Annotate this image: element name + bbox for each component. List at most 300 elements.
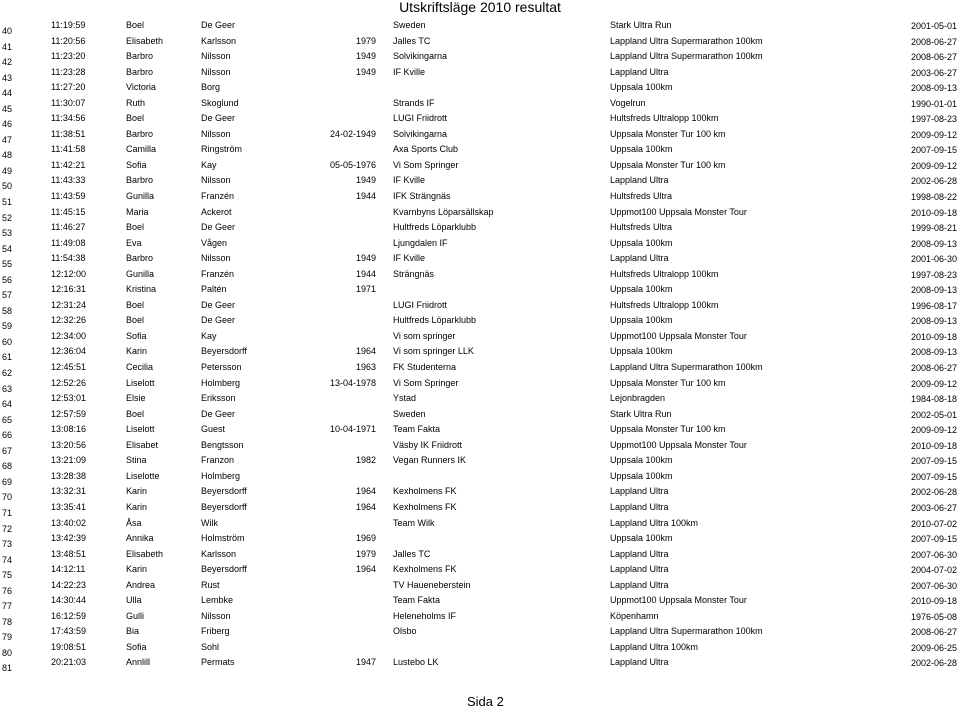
race-name: Hultsfreds Ultralopp 100km bbox=[610, 268, 719, 279]
last-name: Petersson bbox=[201, 362, 242, 373]
club-name: LUGI Friidrott bbox=[393, 113, 448, 124]
club-name: Hultfreds Löparklubb bbox=[393, 315, 477, 326]
finish-time: 13:20:56 bbox=[51, 439, 87, 450]
first-name: Andrea bbox=[126, 579, 156, 590]
result-row bbox=[0, 518, 960, 534]
placement-number: 50 bbox=[2, 181, 13, 192]
birth-year: 1949 bbox=[355, 253, 376, 264]
race-name: Lappland Ultra bbox=[610, 253, 669, 264]
finish-time: 14:30:44 bbox=[51, 595, 87, 606]
first-name: Karin bbox=[126, 564, 148, 575]
race-date: 2002-06-28 bbox=[910, 658, 957, 669]
first-name: Boel bbox=[126, 222, 145, 233]
birth-year: 1949 bbox=[355, 51, 376, 62]
placement-number: 80 bbox=[2, 647, 13, 658]
result-row bbox=[0, 580, 960, 596]
placement-number: 58 bbox=[2, 305, 13, 316]
last-name: Lembke bbox=[201, 595, 234, 606]
placement-number: 65 bbox=[2, 414, 13, 425]
last-name: Beyersdorff bbox=[201, 564, 247, 575]
result-row bbox=[0, 362, 960, 378]
race-date: 1996-08-17 bbox=[910, 300, 957, 311]
finish-time: 13:32:31 bbox=[51, 486, 87, 497]
first-name: Barbro bbox=[126, 66, 154, 77]
race-date: 2008-06-27 bbox=[910, 363, 957, 374]
race-date: 2009-09-12 bbox=[910, 425, 957, 436]
first-name: Camilla bbox=[126, 144, 157, 155]
race-date: 2002-06-28 bbox=[910, 487, 957, 498]
first-name: Annlill bbox=[126, 657, 151, 668]
finish-time: 12:32:26 bbox=[51, 315, 87, 326]
club-name: IFK Strängnäs bbox=[393, 191, 451, 202]
race-date: 2010-07-02 bbox=[910, 518, 957, 529]
race-name: Lappland Ultra bbox=[610, 657, 669, 668]
race-name: Hultsfreds Ultra bbox=[610, 191, 673, 202]
result-row bbox=[0, 113, 960, 129]
race-name: Lappland Ultra Supermarathon 100km bbox=[610, 362, 763, 373]
placement-number: 61 bbox=[2, 352, 13, 363]
birth-year: 13-04-1978 bbox=[329, 377, 376, 388]
race-date: 2008-09-13 bbox=[910, 347, 957, 358]
first-name: Boel bbox=[126, 299, 145, 310]
placement-number: 42 bbox=[2, 57, 13, 68]
race-date: 2008-06-27 bbox=[910, 52, 957, 63]
finish-time: 14:12:11 bbox=[51, 564, 86, 575]
last-name: Holmberg bbox=[201, 470, 241, 481]
last-name: Nilsson bbox=[201, 610, 231, 621]
race-name: Lappland Ultra 100km bbox=[610, 641, 699, 652]
last-name: Karlsson bbox=[201, 548, 237, 559]
placement-number: 64 bbox=[2, 399, 13, 410]
last-name: De Geer bbox=[201, 315, 236, 326]
placement-number: 76 bbox=[2, 585, 13, 596]
result-row bbox=[0, 471, 960, 487]
finish-time: 11:46:27 bbox=[51, 222, 86, 233]
finish-time: 12:36:04 bbox=[51, 346, 87, 357]
placement-number: 52 bbox=[2, 212, 13, 223]
result-row bbox=[0, 642, 960, 658]
finish-time: 12:34:00 bbox=[51, 330, 87, 341]
club-name: Jalles TC bbox=[393, 548, 431, 559]
placement-number: 48 bbox=[2, 150, 13, 161]
first-name: Boel bbox=[126, 113, 145, 124]
placement-number: 66 bbox=[2, 430, 13, 441]
finish-time: 12:52:26 bbox=[51, 377, 87, 388]
race-name: Stark Ultra Run bbox=[610, 20, 672, 30]
first-name: Victoria bbox=[126, 82, 156, 93]
race-date: 1998-08-22 bbox=[910, 192, 957, 203]
first-name: Eva bbox=[126, 237, 142, 248]
race-name: Uppsala 100km bbox=[610, 237, 673, 248]
club-name: Jalles TC bbox=[393, 35, 431, 46]
result-row bbox=[0, 144, 960, 160]
race-date: 2010-09-18 bbox=[910, 596, 957, 607]
race-name: Uppsala 100km bbox=[610, 315, 673, 326]
placement-number: 74 bbox=[2, 554, 13, 565]
first-name: Boel bbox=[126, 315, 145, 326]
result-row bbox=[0, 160, 960, 176]
race-name: Köpenhamn bbox=[610, 610, 659, 621]
first-name: Karin bbox=[126, 486, 148, 497]
last-name: Karlsson bbox=[201, 35, 237, 46]
first-name: Bia bbox=[126, 626, 140, 637]
last-name: Permats bbox=[201, 657, 235, 668]
race-name: Uppmot100 Uppsala Monster Tour bbox=[610, 330, 747, 341]
race-name: Uppsala 100km bbox=[610, 346, 673, 357]
club-name: Team Fakta bbox=[393, 424, 441, 435]
club-name: Kexholmens FK bbox=[393, 486, 457, 497]
club-name: Kexholmens FK bbox=[393, 564, 457, 575]
birth-year: 1982 bbox=[355, 455, 376, 466]
placement-number: 41 bbox=[2, 41, 13, 52]
race-name: Lappland Ultra Supermarathon 100km bbox=[610, 51, 763, 62]
birth-year: 05-05-1976 bbox=[329, 159, 376, 170]
finish-time: 14:22:23 bbox=[51, 579, 87, 590]
club-name: Vi Som Springer bbox=[393, 159, 459, 170]
race-name: Lappland Ultra bbox=[610, 501, 669, 512]
club-name: IF Kville bbox=[393, 253, 426, 264]
finish-time: 17:43:59 bbox=[51, 626, 87, 637]
result-row bbox=[0, 486, 960, 502]
result-row bbox=[0, 51, 960, 67]
result-row bbox=[0, 20, 960, 36]
race-date: 2009-06-25 bbox=[910, 642, 957, 653]
first-name: Kristina bbox=[126, 284, 157, 295]
club-name: Kvarnbyns Löparsällskap bbox=[393, 206, 494, 217]
race-date: 2007-09-15 bbox=[910, 145, 957, 156]
finish-time: 11:49:08 bbox=[51, 237, 86, 248]
first-name: Sofia bbox=[126, 641, 147, 652]
finish-time: 11:45:15 bbox=[51, 206, 86, 217]
race-date: 2009-09-12 bbox=[910, 160, 957, 171]
last-name: Franzon bbox=[201, 455, 235, 466]
finish-time: 12:31:24 bbox=[51, 299, 87, 310]
first-name: Ulla bbox=[126, 595, 142, 606]
club-name: Axa Sports Club bbox=[393, 144, 459, 155]
first-name: Gulli bbox=[126, 610, 145, 621]
last-name: Paltén bbox=[201, 284, 227, 295]
race-name: Uppmot100 Uppsala Monster Tour bbox=[610, 595, 747, 606]
race-date: 2010-09-18 bbox=[910, 207, 957, 218]
club-name: Strängnäs bbox=[393, 268, 435, 279]
last-name: Kay bbox=[201, 159, 217, 170]
club-name: FK Studenterna bbox=[393, 362, 457, 373]
birth-year: 24-02-1949 bbox=[329, 128, 376, 139]
first-name: Cecilia bbox=[126, 362, 154, 373]
result-row bbox=[0, 284, 960, 300]
placement-number: 49 bbox=[2, 165, 13, 176]
race-name: Lappland Ultra Supermarathon 100km bbox=[610, 626, 763, 637]
race-date: 1997-08-23 bbox=[910, 114, 957, 125]
race-name: Lappland Ultra bbox=[610, 175, 669, 186]
result-row bbox=[0, 222, 960, 238]
birth-year: 1971 bbox=[355, 284, 376, 295]
finish-time: 11:20:56 bbox=[51, 35, 86, 46]
first-name: Ruth bbox=[126, 97, 146, 108]
result-row bbox=[0, 129, 960, 145]
club-name: Solvikingarna bbox=[393, 51, 448, 62]
placement-number: 68 bbox=[2, 461, 13, 472]
club-name: Väsby IK Friidrott bbox=[393, 439, 463, 450]
last-name: Franzén bbox=[201, 268, 235, 279]
race-name: Lejonbragden bbox=[610, 393, 666, 404]
club-name: IF Kville bbox=[393, 66, 426, 77]
result-row bbox=[0, 424, 960, 440]
first-name: Barbro bbox=[126, 175, 154, 186]
birth-year: 1963 bbox=[355, 362, 376, 373]
race-name: Uppsala 100km bbox=[610, 144, 673, 155]
club-name: Hultfreds Löparklubb bbox=[393, 222, 477, 233]
finish-time: 13:21:09 bbox=[51, 455, 87, 466]
race-name: Hultsfreds Ultra bbox=[610, 222, 673, 233]
finish-time: 11:23:28 bbox=[51, 66, 86, 77]
race-date: 2010-09-18 bbox=[910, 331, 957, 342]
race-date: 2009-09-12 bbox=[910, 129, 957, 140]
club-name: Vi Som Springer bbox=[393, 377, 459, 388]
club-name: Vi som springer LLK bbox=[393, 346, 474, 357]
club-name: Solvikingarna bbox=[393, 128, 448, 139]
race-date: 1984-08-18 bbox=[910, 394, 957, 405]
birth-year: 1964 bbox=[355, 501, 376, 512]
race-date: 1990-01-01 bbox=[910, 98, 957, 109]
result-row bbox=[0, 98, 960, 114]
birth-year: 1949 bbox=[355, 66, 376, 77]
race-date: 2004-07-02 bbox=[910, 565, 957, 576]
race-name: Uppsala 100km bbox=[610, 284, 673, 295]
finish-time: 13:42:39 bbox=[51, 533, 87, 544]
birth-year: 10-04-1971 bbox=[329, 424, 376, 435]
last-name: Sohl bbox=[201, 641, 220, 652]
placement-number: 59 bbox=[2, 321, 13, 332]
first-name: Elsie bbox=[126, 393, 146, 404]
placement-number: 75 bbox=[2, 570, 13, 581]
birth-year: 1979 bbox=[355, 35, 376, 46]
race-name: Uppmot100 Uppsala Monster Tour bbox=[610, 206, 747, 217]
last-name: De Geer bbox=[201, 20, 236, 30]
finish-time: 11:23:20 bbox=[51, 51, 86, 62]
finish-time: 11:42:21 bbox=[51, 159, 86, 170]
finish-time: 11:38:51 bbox=[51, 128, 86, 139]
first-name: Elisabet bbox=[126, 439, 159, 450]
first-name: Barbro bbox=[126, 51, 154, 62]
result-row bbox=[0, 82, 960, 98]
result-row bbox=[0, 67, 960, 83]
first-name: Liselott bbox=[126, 424, 155, 435]
last-name: De Geer bbox=[201, 408, 236, 419]
birth-year: 1964 bbox=[355, 486, 376, 497]
placement-number: 73 bbox=[2, 539, 13, 550]
first-name: Liselotte bbox=[126, 470, 160, 481]
last-name: Bengtsson bbox=[201, 439, 244, 450]
placement-number: 47 bbox=[2, 134, 13, 145]
finish-time: 11:19:59 bbox=[51, 20, 86, 30]
finish-time: 11:54:38 bbox=[51, 253, 86, 264]
race-name: Uppsala Monster Tur 100 km bbox=[610, 377, 726, 388]
club-name: Sweden bbox=[393, 20, 426, 30]
first-name: Karin bbox=[126, 501, 148, 512]
last-name: Beyersdorff bbox=[201, 346, 247, 357]
finish-time: 19:08:51 bbox=[51, 641, 87, 652]
race-name: Lappland Ultra bbox=[610, 66, 669, 77]
finish-time: 12:45:51 bbox=[51, 362, 87, 373]
finish-time: 12:16:31 bbox=[51, 284, 87, 295]
race-date: 2008-06-27 bbox=[910, 36, 957, 47]
last-name: Franzén bbox=[201, 191, 235, 202]
club-name: Sweden bbox=[393, 408, 426, 419]
finish-time: 11:30:07 bbox=[51, 97, 86, 108]
race-date: 1999-08-21 bbox=[910, 223, 957, 234]
finish-time: 16:12:59 bbox=[51, 610, 87, 621]
club-name: Lustebo LK bbox=[393, 657, 439, 668]
first-name: Annika bbox=[126, 533, 154, 544]
last-name: Nilsson bbox=[201, 66, 231, 77]
result-row bbox=[0, 207, 960, 223]
first-name: Elisabeth bbox=[126, 548, 164, 559]
placement-number: 55 bbox=[2, 259, 13, 270]
race-name: Lappland Ultra bbox=[610, 486, 669, 497]
first-name: Sofia bbox=[126, 330, 147, 341]
race-date: 1976-05-08 bbox=[910, 611, 957, 622]
finish-time: 12:53:01 bbox=[51, 393, 87, 404]
race-date: 2002-05-01 bbox=[910, 409, 957, 420]
first-name: Gunilla bbox=[126, 268, 155, 279]
result-row bbox=[0, 564, 960, 580]
placement-number: 45 bbox=[2, 103, 13, 114]
race-name: Uppsala Monster Tur 100 km bbox=[610, 159, 726, 170]
results-list bbox=[0, 20, 960, 673]
last-name: Holmström bbox=[201, 533, 245, 544]
race-date: 2003-06-27 bbox=[910, 67, 957, 78]
last-name: Borg bbox=[201, 82, 221, 93]
result-row bbox=[0, 269, 960, 285]
last-name: Eriksson bbox=[201, 393, 236, 404]
last-name: Skoglund bbox=[201, 97, 239, 108]
last-name: De Geer bbox=[201, 222, 236, 233]
placement-number: 72 bbox=[2, 523, 13, 534]
race-date: 1997-08-23 bbox=[910, 269, 957, 280]
race-name: Uppsala Monster Tur 100 km bbox=[610, 424, 726, 435]
result-row bbox=[0, 657, 960, 673]
club-name: TV Haueneberstein bbox=[393, 579, 471, 590]
first-name: Liselott bbox=[126, 377, 155, 388]
placement-number: 51 bbox=[2, 197, 13, 208]
club-name: Ljungdalen IF bbox=[393, 237, 448, 248]
last-name: Nilsson bbox=[201, 128, 231, 139]
race-name: Uppsala 100km bbox=[610, 82, 673, 93]
result-row bbox=[0, 300, 960, 316]
last-name: Nilsson bbox=[201, 51, 231, 62]
club-name: Team Fakta bbox=[393, 595, 441, 606]
last-name: Kay bbox=[201, 330, 217, 341]
result-row bbox=[0, 36, 960, 52]
club-name: Kexholmens FK bbox=[393, 501, 457, 512]
race-date: 2008-09-13 bbox=[910, 316, 957, 327]
result-row bbox=[0, 393, 960, 409]
placement-number: 79 bbox=[2, 632, 13, 643]
finish-time: 13:35:41 bbox=[51, 501, 87, 512]
page-title: Utskriftsläge 2010 resultat bbox=[399, 0, 561, 15]
result-row bbox=[0, 549, 960, 565]
race-name: Lappland Ultra bbox=[610, 548, 669, 559]
result-row bbox=[0, 409, 960, 425]
first-name: Åsa bbox=[126, 517, 142, 528]
first-name: Barbro bbox=[126, 253, 154, 264]
finish-time: 20:21:03 bbox=[51, 657, 87, 668]
placement-number: 71 bbox=[2, 507, 13, 518]
finish-time: 11:41:58 bbox=[51, 144, 86, 155]
first-name: Elisabeth bbox=[126, 35, 164, 46]
club-name: Ystad bbox=[393, 393, 417, 404]
placement-number: 63 bbox=[2, 383, 13, 394]
race-name: Uppsala Monster Tur 100 km bbox=[610, 128, 726, 139]
placement-number: 81 bbox=[2, 663, 13, 674]
race-date: 2009-09-12 bbox=[910, 378, 957, 389]
finish-time: 13:28:38 bbox=[51, 470, 87, 481]
last-name: Beyersdorff bbox=[201, 501, 247, 512]
race-date: 2002-06-28 bbox=[910, 176, 957, 187]
race-name: Vogelrun bbox=[610, 97, 646, 108]
race-name: Lappland Ultra 100km bbox=[610, 517, 699, 528]
club-name: LUGI Friidrott bbox=[393, 299, 448, 310]
race-date: 2001-05-01 bbox=[910, 21, 957, 31]
finish-time: 11:27:20 bbox=[51, 82, 86, 93]
race-date: 2008-09-13 bbox=[910, 238, 957, 249]
placement-number: 56 bbox=[2, 274, 13, 285]
result-row bbox=[0, 626, 960, 642]
placement-number: 57 bbox=[2, 290, 13, 301]
club-name: Team Wilk bbox=[393, 517, 435, 528]
result-row bbox=[0, 440, 960, 456]
result-row bbox=[0, 253, 960, 269]
placement-number: 44 bbox=[2, 88, 13, 99]
result-row bbox=[0, 331, 960, 347]
race-date: 2007-09-15 bbox=[910, 456, 957, 467]
first-name: Barbro bbox=[126, 128, 154, 139]
birth-year: 1947 bbox=[355, 657, 376, 668]
placement-number: 62 bbox=[2, 368, 13, 379]
last-name: Vågen bbox=[201, 237, 228, 248]
placement-number: 40 bbox=[2, 26, 13, 36]
club-name: IF Kville bbox=[393, 175, 426, 186]
result-row bbox=[0, 595, 960, 611]
club-name: Strands IF bbox=[393, 97, 435, 108]
last-name: Wilk bbox=[201, 517, 218, 528]
last-name: Holmberg bbox=[201, 377, 241, 388]
race-date: 2010-09-18 bbox=[910, 440, 957, 451]
result-row bbox=[0, 533, 960, 549]
club-name: Olsbo bbox=[393, 626, 417, 637]
last-name: Friberg bbox=[201, 626, 230, 637]
last-name: De Geer bbox=[201, 113, 236, 124]
race-name: Uppmot100 Uppsala Monster Tour bbox=[610, 439, 747, 450]
birth-year: 1944 bbox=[355, 191, 376, 202]
first-name: Sofia bbox=[126, 159, 147, 170]
race-date: 2007-06-30 bbox=[910, 580, 957, 591]
last-name: Nilsson bbox=[201, 253, 231, 264]
first-name: Boel bbox=[126, 408, 145, 419]
finish-time: 12:12:00 bbox=[51, 268, 87, 279]
race-date: 2007-09-15 bbox=[910, 471, 957, 482]
last-name: Ackerot bbox=[201, 206, 232, 217]
birth-year: 1949 bbox=[355, 175, 376, 186]
race-name: Lappland Ultra bbox=[610, 579, 669, 590]
last-name: Nilsson bbox=[201, 175, 231, 186]
first-name: Maria bbox=[126, 206, 149, 217]
birth-year: 1969 bbox=[355, 533, 376, 544]
result-row bbox=[0, 191, 960, 207]
result-row bbox=[0, 611, 960, 627]
finish-time: 11:34:56 bbox=[51, 113, 86, 124]
